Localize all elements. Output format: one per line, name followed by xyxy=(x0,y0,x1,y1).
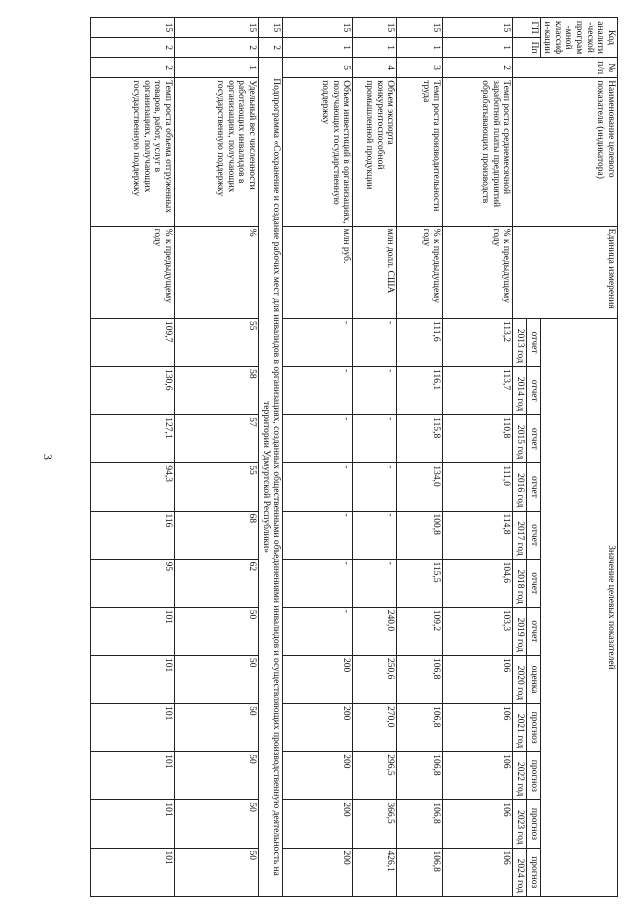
cell-value: - xyxy=(353,559,397,607)
cell-value: 426,1 xyxy=(353,848,397,897)
header-values: Значение целевых показателей xyxy=(540,318,617,896)
cell-name: Темп роста производительности труда xyxy=(397,78,443,226)
header-year: 2017 год xyxy=(513,511,527,559)
cell-value: 50 xyxy=(175,752,259,800)
cell-value: 58 xyxy=(175,367,259,415)
cell-value: - xyxy=(283,318,353,366)
cell-pp: 2 xyxy=(175,38,259,58)
cell-value: 114,8 xyxy=(443,511,513,559)
cell-value: 109,2 xyxy=(397,607,443,655)
cell-value: 100,8 xyxy=(397,511,443,559)
cell-value: 106 xyxy=(443,800,513,848)
cell-value: 127,1 xyxy=(91,415,175,463)
header-year: 2020 год xyxy=(513,655,527,703)
cell-name: Объем инвестиций в организациях, получающих государственную поддержку xyxy=(283,78,353,226)
header-year: 2016 год xyxy=(513,463,527,511)
cell-value: 95 xyxy=(91,559,175,607)
table-row xyxy=(397,18,443,897)
cell-unit: % xyxy=(175,226,259,318)
subprogram-gp: 15 xyxy=(259,18,283,38)
cell-num: 3 xyxy=(397,58,443,78)
indicators-table xyxy=(90,17,618,897)
cell-value: 55 xyxy=(175,463,259,511)
cell-num: 5 xyxy=(283,58,353,78)
cell-name: Удельный вес численности работающих инвалидов в организациях, получающих государственную поддержку xyxy=(175,78,259,226)
cell-value: - xyxy=(353,511,397,559)
cell-value: 200 xyxy=(283,800,353,848)
cell-gp: 15 xyxy=(175,18,259,38)
cell-value: 50 xyxy=(175,704,259,752)
cell-value: 50 xyxy=(175,607,259,655)
header-year: 2021 год xyxy=(513,704,527,752)
cell-value: 106 xyxy=(443,655,513,703)
cell-value: 270,0 xyxy=(353,704,397,752)
cell-value: 106,8 xyxy=(397,848,443,897)
cell-value: - xyxy=(283,511,353,559)
cell-value: 200 xyxy=(283,655,353,703)
header-status: отчет xyxy=(527,607,541,655)
table-row xyxy=(443,18,513,897)
cell-value: - xyxy=(283,607,353,655)
header-year: 2019 год xyxy=(513,607,527,655)
cell-value: - xyxy=(283,367,353,415)
cell-gp: 15 xyxy=(397,18,443,38)
cell-value: 104,6 xyxy=(443,559,513,607)
cell-pp: 1 xyxy=(353,38,397,58)
header-unit: Единица измерения xyxy=(513,226,618,318)
cell-value: - xyxy=(353,415,397,463)
cell-value: 134,0 xyxy=(397,463,443,511)
cell-value: 101 xyxy=(91,848,175,897)
cell-value: 101 xyxy=(91,607,175,655)
cell-pp: 2 xyxy=(91,38,175,58)
cell-value: 106 xyxy=(443,848,513,897)
cell-value: 116,1 xyxy=(397,367,443,415)
cell-value: 109,7 xyxy=(91,318,175,366)
cell-value: 50 xyxy=(175,655,259,703)
cell-value: 101 xyxy=(91,655,175,703)
header-status: отчет xyxy=(527,463,541,511)
cell-value: 68 xyxy=(175,511,259,559)
cell-value: 200 xyxy=(283,848,353,897)
header-year: 2015 год xyxy=(513,415,527,463)
page-number: 3 xyxy=(41,454,55,460)
cell-value: 101 xyxy=(91,704,175,752)
header-status: прогноз xyxy=(527,752,541,800)
header-status: прогноз xyxy=(527,704,541,752)
cell-value: - xyxy=(283,559,353,607)
cell-unit: млн руб. xyxy=(283,226,353,318)
cell-value: - xyxy=(353,318,397,366)
header-status: отчет xyxy=(527,415,541,463)
cell-value: 101 xyxy=(91,800,175,848)
cell-value: 57 xyxy=(175,415,259,463)
header-year: 2014 год xyxy=(513,367,527,415)
header-year: 2013 год xyxy=(513,318,527,366)
cell-value: 200 xyxy=(283,752,353,800)
cell-value: 130,6 xyxy=(91,367,175,415)
cell-value: 296,5 xyxy=(353,752,397,800)
cell-value: 113,7 xyxy=(443,367,513,415)
table-row xyxy=(353,18,397,897)
cell-value: 115,5 xyxy=(397,559,443,607)
cell-unit: % к предыдущему году xyxy=(443,226,513,318)
cell-unit: % к предыдущему году xyxy=(397,226,443,318)
cell-value: 110,8 xyxy=(443,415,513,463)
cell-pp: 1 xyxy=(283,38,353,58)
table-row xyxy=(91,18,175,897)
cell-pp: 1 xyxy=(443,38,513,58)
table-row xyxy=(175,18,259,897)
cell-gp: 15 xyxy=(283,18,353,38)
header-year: 2022 год xyxy=(513,752,527,800)
header-year: 2018 год xyxy=(513,559,527,607)
header-year: 2024 год xyxy=(513,848,527,897)
cell-value: - xyxy=(283,415,353,463)
cell-pp: 1 xyxy=(397,38,443,58)
header-status: отчет xyxy=(527,367,541,415)
cell-value: 106 xyxy=(443,752,513,800)
cell-value: 366,5 xyxy=(353,800,397,848)
cell-value: 116 xyxy=(91,511,175,559)
cell-num: 2 xyxy=(443,58,513,78)
subprogram-pp: 2 xyxy=(259,38,283,58)
cell-value: 106,8 xyxy=(397,704,443,752)
header-gp: ГП xyxy=(513,18,540,38)
cell-value: 50 xyxy=(175,800,259,848)
header-name: Наименование целевого показателя (индикатора) xyxy=(513,78,618,226)
cell-value: 50 xyxy=(175,848,259,897)
cell-value: 250,6 xyxy=(353,655,397,703)
cell-value: 94,3 xyxy=(91,463,175,511)
cell-value: - xyxy=(353,367,397,415)
cell-value: 113,2 xyxy=(443,318,513,366)
header-num: № п/п xyxy=(513,58,618,78)
indicators-table-frame xyxy=(90,17,618,897)
cell-gp: 15 xyxy=(91,18,175,38)
header-status: прогноз xyxy=(527,800,541,848)
cell-name: Темп роста среднемесячной заработной платы предприятий обрабатывающих производств xyxy=(443,78,513,226)
cell-gp: 15 xyxy=(443,18,513,38)
header-status: прогноз xyxy=(527,848,541,897)
cell-value: - xyxy=(283,463,353,511)
cell-value: 111,0 xyxy=(443,463,513,511)
cell-value: 111,6 xyxy=(397,318,443,366)
cell-gp: 15 xyxy=(353,18,397,38)
cell-unit: млн долл. США xyxy=(353,226,397,318)
header-pp: Пп xyxy=(513,38,540,58)
header-year: 2023 год xyxy=(513,800,527,848)
table-row xyxy=(283,18,353,897)
cell-value: 55 xyxy=(175,318,259,366)
cell-name: Темп роста объема отгруженных товаров, работ, услуг в организациях, получающих государственную поддержку xyxy=(91,78,175,226)
cell-value: 115,8 xyxy=(397,415,443,463)
cell-num: 2 xyxy=(91,58,175,78)
cell-num: 1 xyxy=(175,58,259,78)
cell-value: 62 xyxy=(175,559,259,607)
cell-value: - xyxy=(353,463,397,511)
cell-value: 106 xyxy=(443,704,513,752)
cell-unit: % к предыдущему году xyxy=(91,226,175,318)
header-status: отчет xyxy=(527,559,541,607)
header-code: Код аналити-ческой програм-мной классифи-кации xyxy=(540,18,617,58)
cell-name: Объем экспорта конкурентоспособной промышленной продукции xyxy=(353,78,397,226)
cell-value: 103,3 xyxy=(443,607,513,655)
cell-value: 101 xyxy=(91,752,175,800)
subprogram-title: Подпрограмма «Сохранение и создание рабочих мест для инвалидов в организациях, созданных общественными объединениями инвалидов и осуществляющих производственную деятельность на территории Удмуртской Республики» xyxy=(259,58,283,897)
header-status: отчет xyxy=(527,511,541,559)
cell-num: 4 xyxy=(353,58,397,78)
header-status: отчет xyxy=(527,318,541,366)
cell-value: 106,8 xyxy=(397,752,443,800)
cell-value: 106,8 xyxy=(397,655,443,703)
cell-value: 240,0 xyxy=(353,607,397,655)
header-status: оценка xyxy=(527,655,541,703)
cell-value: 106,8 xyxy=(397,800,443,848)
cell-value: 200 xyxy=(283,704,353,752)
